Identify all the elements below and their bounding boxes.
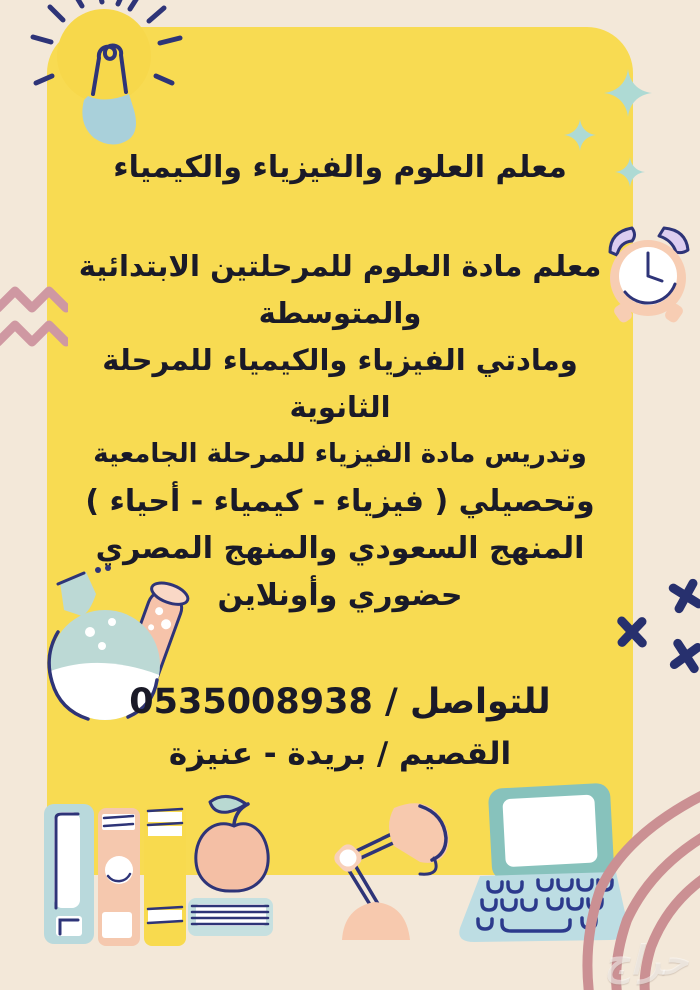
- poster-title: معلم العلوم والفيزياء والكيمياء: [113, 150, 567, 185]
- body-line: ومادتي الفيزياء والكيمياء للمرحلة: [102, 343, 578, 377]
- watermark: حراج: [604, 938, 688, 984]
- location-line: القصيم / بريدة - عنيزة: [168, 736, 512, 772]
- body-line: وتدريس مادة الفيزياء للمرحلة الجامعية: [93, 439, 587, 469]
- body-line: المنهج السعودي والمنهج المصري: [95, 531, 585, 566]
- body-line: الثانوية: [289, 390, 391, 424]
- poster-body: [79, 243, 602, 619]
- body-line: والمتوسطة: [258, 296, 422, 330]
- contact-block: [129, 675, 550, 779]
- poster-text: [47, 27, 633, 875]
- contact-phone-line: للتواصل / 0535008938: [129, 682, 551, 722]
- body-line: حضوري وأونلاين: [217, 578, 463, 613]
- body-line: وتحصيلي ( فيزياء - كيمياء - أحياء ): [85, 484, 595, 519]
- body-line: معلم مادة العلوم للمرحلتين الابتدائية: [78, 249, 602, 283]
